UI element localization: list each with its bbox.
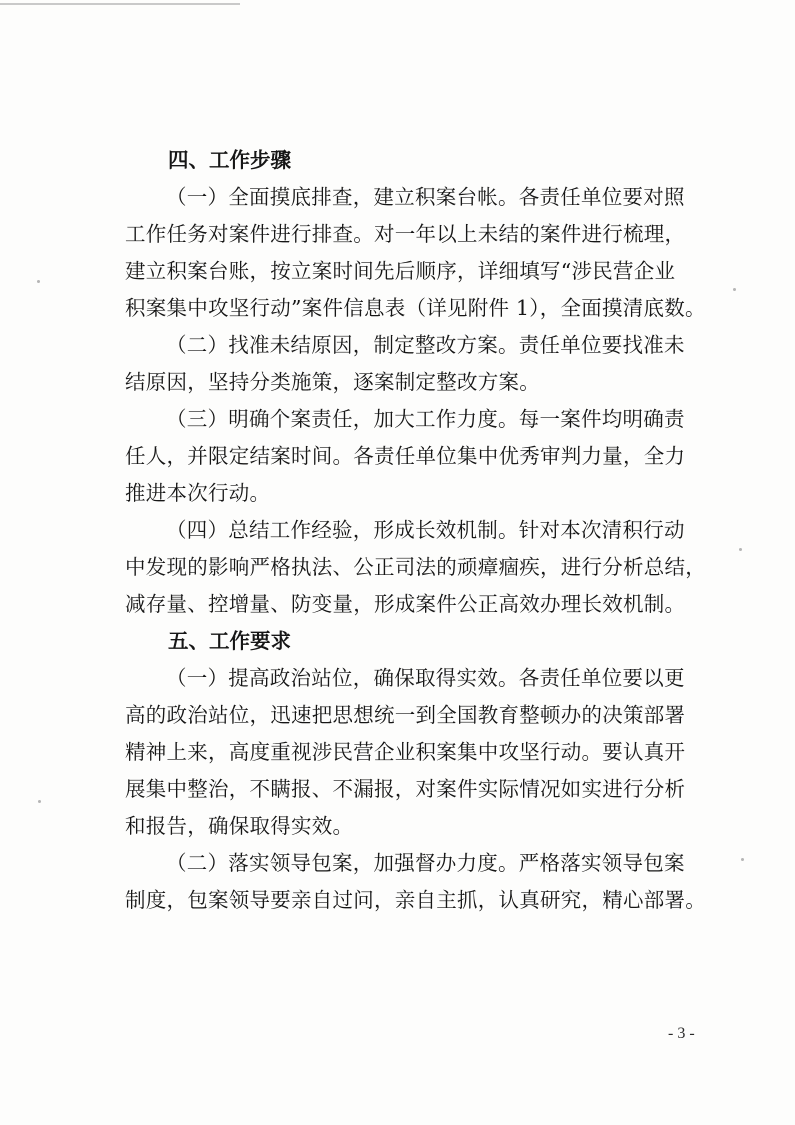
paragraph-line: （二）落实领导包案，加强督办力度。严格落实领导包案 [166, 851, 685, 875]
paragraph-line: 高的政治站位，迅速把思想统一到全国教育整顿办的决策部署 [125, 703, 686, 727]
paragraph [125, 660, 715, 845]
scan-speck [739, 548, 742, 551]
paragraph-line: 和报告，确保取得实效。 [125, 814, 354, 838]
paragraph-line: 结原因，坚持分类施策，逐案制定整改方案。 [125, 370, 540, 394]
paragraph-line: 建立积案台账，按立案时间先后顺序，详细填写“涉民营企业 [125, 259, 676, 283]
paragraph [125, 179, 715, 327]
paragraph-line: 制度，包案领导要亲自过问，亲自主抓，认真研究，精心部署。 [125, 888, 706, 912]
paragraph [125, 327, 715, 401]
scan-speck [741, 858, 744, 861]
paragraph [125, 512, 715, 623]
document-body [125, 142, 715, 919]
paragraph-line: （一）全面摸底排查，建立积案台帐。各责任单位要对照 [166, 185, 685, 209]
paragraph-line: 积案集中攻坚行动”案件信息表（详见附件 1），全面摸清底数。 [125, 296, 706, 320]
scan-speck [37, 280, 40, 283]
paragraph [125, 401, 715, 512]
paragraph-line: 任人，并限定结案时间。各责任单位集中优秀审判力量，全力 [125, 444, 686, 468]
paragraph-line: 工作任务对案件进行排查。对一年以上未结的案件进行梳理， [125, 222, 686, 246]
section-heading: 四、工作步骤 [168, 148, 291, 172]
paragraph-line: 减存量、控增量、防变量，形成案件公正高效办理长效机制。 [125, 592, 686, 616]
section-heading: 五、工作要求 [168, 629, 291, 653]
paragraph-line: （二）找准未结原因，制定整改方案。责任单位要找准未 [166, 333, 685, 357]
paragraph-line: （一）提高政治站位，确保取得实效。各责任单位要以更 [166, 666, 685, 690]
scan-edge-line [0, 3, 240, 5]
paragraph-line: 推进本次行动。 [125, 481, 271, 505]
page-number: - 3 - [668, 1025, 695, 1042]
paragraph-line: 展集中整治，不瞒报、不漏报，对案件实际情况如实进行分析 [125, 777, 686, 801]
paragraph-line: 精神上来，高度重视涉民营企业积案集中攻坚行动。要认真开 [125, 740, 686, 764]
paragraph [125, 845, 715, 919]
scan-speck [38, 800, 41, 803]
scan-speck [733, 288, 736, 291]
paragraph-line: （三）明确个案责任，加大工作力度。每一案件均明确责 [166, 407, 685, 431]
paragraph-line: （四）总结工作经验，形成长效机制。针对本次清积行动 [166, 518, 685, 542]
paragraph-line: 中发现的影响严格执法、公正司法的顽瘴痼疾，进行分析总结， [125, 555, 706, 579]
